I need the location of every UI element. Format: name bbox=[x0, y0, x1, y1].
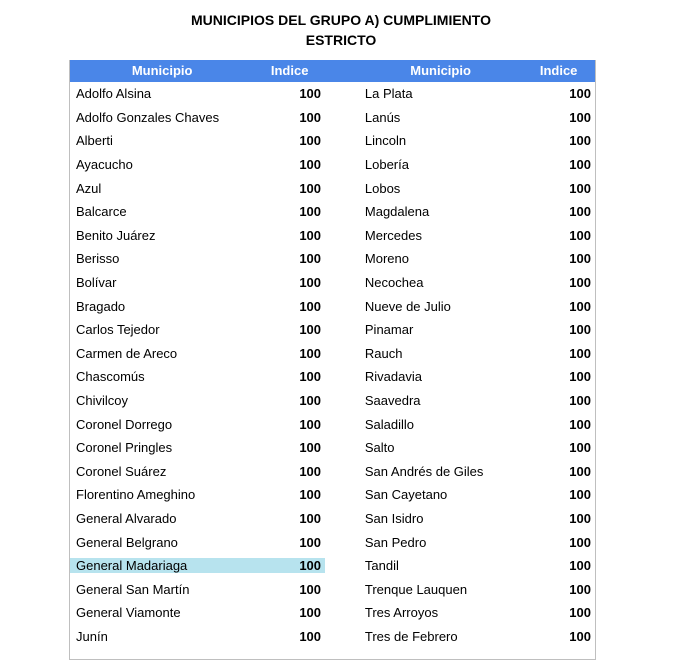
municipio-name: Balcarce bbox=[76, 204, 127, 220]
municipio-name: Chascomús bbox=[76, 369, 145, 385]
table-row bbox=[70, 507, 595, 531]
table-row bbox=[70, 106, 595, 130]
municipio-name: Lobos bbox=[364, 180, 401, 196]
municipio-name: La Plata bbox=[364, 86, 413, 102]
indice-value: 100 bbox=[569, 369, 591, 385]
table-row bbox=[70, 365, 595, 389]
table-row bbox=[70, 318, 595, 342]
indice-value: 100 bbox=[569, 440, 591, 456]
municipio-name: Necochea bbox=[364, 275, 424, 291]
municipio-name: General Madariaga bbox=[70, 558, 254, 573]
table-row bbox=[70, 601, 595, 625]
indice-value: 100 bbox=[299, 416, 322, 432]
indice-value: 100 bbox=[569, 558, 591, 574]
municipio-name: Trenque Lauquen bbox=[364, 581, 468, 597]
municipio-name: Benito Juárez bbox=[76, 227, 156, 243]
indice-value: 100 bbox=[569, 133, 591, 149]
municipio-name: Ayacucho bbox=[76, 157, 133, 173]
indice-value: 100 bbox=[299, 275, 322, 291]
indice-value: 100 bbox=[299, 133, 322, 149]
table-body bbox=[70, 82, 595, 648]
indice-value: 100 bbox=[299, 227, 322, 243]
header-indice-left: Indice bbox=[270, 63, 309, 78]
municipio-name: Chivilcoy bbox=[76, 393, 129, 409]
indice-value: 100 bbox=[569, 157, 591, 173]
indice-value: 100 bbox=[299, 109, 322, 125]
table-row bbox=[70, 271, 595, 295]
table-header bbox=[70, 60, 595, 82]
indice-value: 100 bbox=[569, 109, 591, 125]
table-row bbox=[70, 82, 595, 106]
municipio-name: Mercedes bbox=[364, 227, 422, 243]
table-row bbox=[70, 176, 595, 200]
table-row bbox=[70, 436, 595, 460]
title-line-2: ESTRICTO bbox=[305, 32, 377, 48]
indice-value: 100 bbox=[569, 275, 591, 291]
indice-value: 100 bbox=[569, 628, 591, 644]
indice-value: 100 bbox=[299, 628, 322, 644]
municipio-name: San Isidro bbox=[364, 510, 424, 526]
municipio-name: General Belgrano bbox=[76, 534, 178, 550]
indice-value: 100 bbox=[299, 487, 322, 503]
indice-value: 100 bbox=[569, 204, 591, 220]
indice-value: 100 bbox=[569, 227, 591, 243]
indice-value: 100 bbox=[299, 393, 322, 409]
table-row bbox=[70, 342, 595, 366]
header-spacer bbox=[325, 60, 359, 82]
indice-value: 100 bbox=[299, 157, 322, 173]
municipios-table bbox=[69, 60, 596, 660]
indice-value: 100 bbox=[569, 393, 591, 409]
indice-value: 100 bbox=[569, 463, 591, 479]
indice-value: 100 bbox=[569, 86, 591, 102]
municipio-name: Carlos Tejedor bbox=[76, 322, 160, 338]
indice-value: 100 bbox=[569, 322, 591, 338]
indice-value: 100 bbox=[299, 298, 322, 314]
indice-value: 100 bbox=[569, 487, 591, 503]
municipio-name: Tres Arroyos bbox=[364, 605, 439, 621]
municipio-name: Pinamar bbox=[364, 322, 414, 338]
municipio-name: Bolívar bbox=[76, 275, 117, 291]
municipio-name: Junín bbox=[76, 628, 108, 644]
indice-value: 100 bbox=[299, 534, 322, 550]
municipio-name: Nueve de Julio bbox=[364, 298, 451, 314]
table-row bbox=[70, 389, 595, 413]
municipio-name: Magdalena bbox=[364, 204, 430, 220]
table-row bbox=[70, 625, 595, 649]
municipio-name: Moreno bbox=[364, 251, 409, 267]
municipio-name: San Pedro bbox=[364, 534, 427, 550]
title-line-1: MUNICIPIOS DEL GRUPO A) CUMPLIMIENTO bbox=[191, 12, 491, 28]
municipio-name: General Viamonte bbox=[76, 605, 181, 621]
indice-value: 100 bbox=[299, 510, 322, 526]
table-row bbox=[70, 483, 595, 507]
indice-value: 100 bbox=[569, 416, 591, 432]
municipio-name: Salto bbox=[364, 440, 395, 456]
municipio-name: Berisso bbox=[76, 251, 120, 267]
indice-value: 100 bbox=[299, 345, 322, 361]
municipio-name: Adolfo Alsina bbox=[76, 86, 152, 102]
municipio-name: General San Martín bbox=[76, 581, 190, 597]
table-row bbox=[70, 247, 595, 271]
table-row bbox=[70, 200, 595, 224]
municipio-name: Carmen de Areco bbox=[76, 345, 178, 361]
municipio-name: Saavedra bbox=[364, 393, 421, 409]
municipio-name: Florentino Ameghino bbox=[76, 487, 196, 503]
municipio-name: Tandil bbox=[364, 558, 399, 574]
indice-value: 100 bbox=[569, 345, 591, 361]
municipio-name: Alberti bbox=[76, 133, 113, 149]
municipio-name: Coronel Pringles bbox=[76, 440, 173, 456]
municipio-name: San Andrés de Giles bbox=[364, 463, 484, 479]
table-row bbox=[70, 554, 595, 578]
indice-value: 100 bbox=[299, 440, 322, 456]
municipio-name: General Alvarado bbox=[76, 510, 177, 526]
table-row bbox=[70, 129, 595, 153]
indice-value: 100 bbox=[569, 534, 591, 550]
municipio-name: Saladillo bbox=[364, 416, 415, 432]
municipio-name: San Cayetano bbox=[364, 487, 448, 503]
indice-value: 100 bbox=[569, 298, 591, 314]
indice-value: 100 bbox=[299, 463, 322, 479]
table-row bbox=[70, 224, 595, 248]
indice-value: 100 bbox=[299, 369, 322, 385]
table-row bbox=[70, 294, 595, 318]
indice-value: 100 bbox=[299, 204, 322, 220]
municipio-name: Bragado bbox=[76, 298, 126, 314]
table-row bbox=[70, 153, 595, 177]
header-indice-right: Indice bbox=[539, 63, 578, 78]
municipio-name: Rivadavia bbox=[364, 369, 422, 385]
indice-value: 100 bbox=[569, 510, 591, 526]
municipio-name: Coronel Suárez bbox=[76, 463, 167, 479]
indice-value: 100 bbox=[299, 322, 322, 338]
municipio-name: Lincoln bbox=[364, 133, 407, 149]
table-row bbox=[70, 460, 595, 484]
municipio-name: Lobería bbox=[364, 157, 409, 173]
municipio-name: Lanús bbox=[364, 109, 401, 125]
indice-value: 100 bbox=[299, 180, 322, 196]
municipio-name: Adolfo Gonzales Chaves bbox=[76, 109, 220, 125]
indice-value: 100 bbox=[299, 605, 322, 621]
municipio-name: Tres de Febrero bbox=[364, 628, 458, 644]
document-title bbox=[0, 10, 682, 50]
header-municipio-left: Municipio bbox=[131, 63, 193, 78]
municipio-name: Coronel Dorrego bbox=[76, 416, 173, 432]
table-row bbox=[70, 577, 595, 601]
table-row bbox=[70, 530, 595, 554]
table-row bbox=[70, 412, 595, 436]
indice-value: 100 bbox=[299, 581, 322, 597]
indice-value: 100 bbox=[569, 251, 591, 267]
indice-value: 100 bbox=[299, 86, 322, 102]
indice-value: 100 bbox=[569, 581, 591, 597]
municipio-name: Azul bbox=[76, 180, 102, 196]
municipio-name: Rauch bbox=[364, 345, 403, 361]
indice-value: 100 bbox=[569, 180, 591, 196]
indice-value: 100 bbox=[569, 605, 591, 621]
indice-value: 100 bbox=[299, 251, 322, 267]
header-municipio-right: Municipio bbox=[410, 63, 471, 78]
indice-value: 100 bbox=[254, 558, 325, 573]
